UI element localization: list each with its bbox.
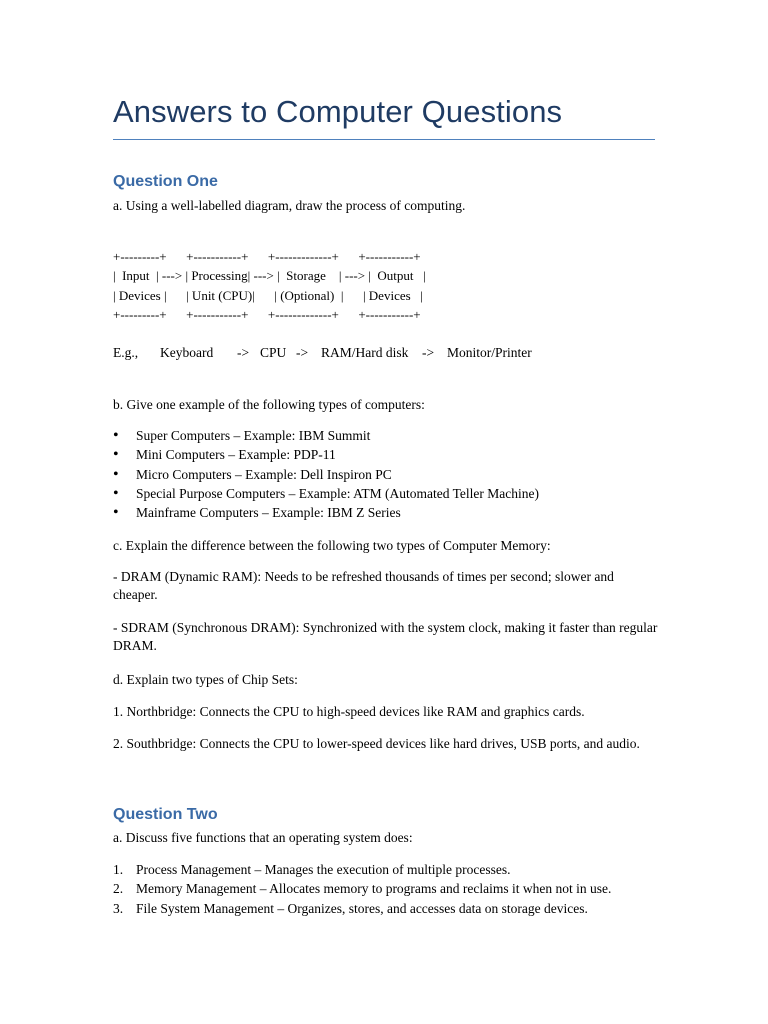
- list-item: • Micro Computers – Example: Dell Inspiron PC: [113, 465, 539, 484]
- computer-types-list: [113, 426, 539, 522]
- list-item: • Super Computers – Example: IBM Summit: [113, 426, 539, 445]
- arrow-text: ->: [296, 345, 309, 360]
- list-item: [113, 899, 611, 918]
- example-step: RAM/Hard disk: [321, 345, 409, 360]
- example-step: Keyboard: [160, 345, 214, 360]
- southbridge-explanation: 2. Southbridge: Connects the CPU to lower-speed devices like hard drives, USB ports, and audio.: [113, 736, 640, 751]
- document-title: Answers to Computer Questions: [113, 94, 563, 129]
- list-number: 1.: [113, 862, 124, 877]
- list-item-text: Process Management – Manages the execution of multiple processes.: [136, 862, 511, 877]
- northbridge-explanation: 1. Northbridge: Connects the CPU to high-speed devices like RAM and graphics cards.: [113, 704, 585, 719]
- list-item-text: File System Management – Organizes, stores, and accesses data on storage devices.: [136, 900, 588, 916]
- os-functions-list: [113, 860, 611, 918]
- list-item: [113, 860, 611, 879]
- arrow-text: ->: [237, 345, 250, 360]
- list-item: • Mainframe Computers – Example: IBM Z Series: [113, 503, 539, 522]
- question-one-heading: Question One: [113, 173, 218, 190]
- diagram-line: | Input | ---> | Processing| ---> | Storage | ---> | Output |: [113, 268, 426, 283]
- example-step: CPU: [260, 345, 287, 360]
- list-number: 3.: [113, 900, 124, 916]
- q1-d-prompt: d. Explain two types of Chip Sets:: [113, 672, 298, 687]
- example-step: Monitor/Printer: [447, 345, 532, 360]
- q1-c-prompt: c. Explain the difference between the following two types of Computer Memory:: [113, 538, 551, 553]
- q2-a-prompt: a. Discuss five functions that an operating system does:: [113, 830, 413, 845]
- q1-b-prompt: b. Give one example of the following types of computers:: [113, 397, 425, 412]
- example-label: E.g.,: [113, 345, 139, 360]
- diagram-line: +---------+ +-----------+ +-------------+ +-----------+: [113, 307, 421, 322]
- list-item-text: Memory Management – Allocates memory to programs and reclaims it when not in use.: [136, 881, 612, 897]
- q1-a-prompt: a. Using a well-labelled diagram, draw the process of computing.: [113, 198, 466, 213]
- list-item: [113, 879, 611, 898]
- arrow-text: ->: [422, 345, 435, 360]
- diagram-line: +---------+ +-----------+ +-------------+ +-----------+: [113, 249, 421, 264]
- diagram-line: | Devices | | Unit (CPU)| | (Optional) | | Devices |: [113, 288, 424, 303]
- title-underline: [113, 139, 655, 140]
- dram-explanation: - DRAM (Dynamic RAM): Needs to be refreshed thousands of times per second; slower and cheaper.: [113, 569, 614, 602]
- sdram-explanation: - SDRAM (Synchronous DRAM): Synchronized with the system clock, making it faster than regular DRAM.: [113, 620, 658, 653]
- list-item: • Special Purpose Computers – Example: ATM (Automated Teller Machine): [113, 484, 539, 503]
- question-two-heading: Question Two: [113, 806, 218, 823]
- list-number: 2.: [113, 881, 124, 897]
- list-item: • Mini Computers – Example: PDP-11: [113, 445, 539, 464]
